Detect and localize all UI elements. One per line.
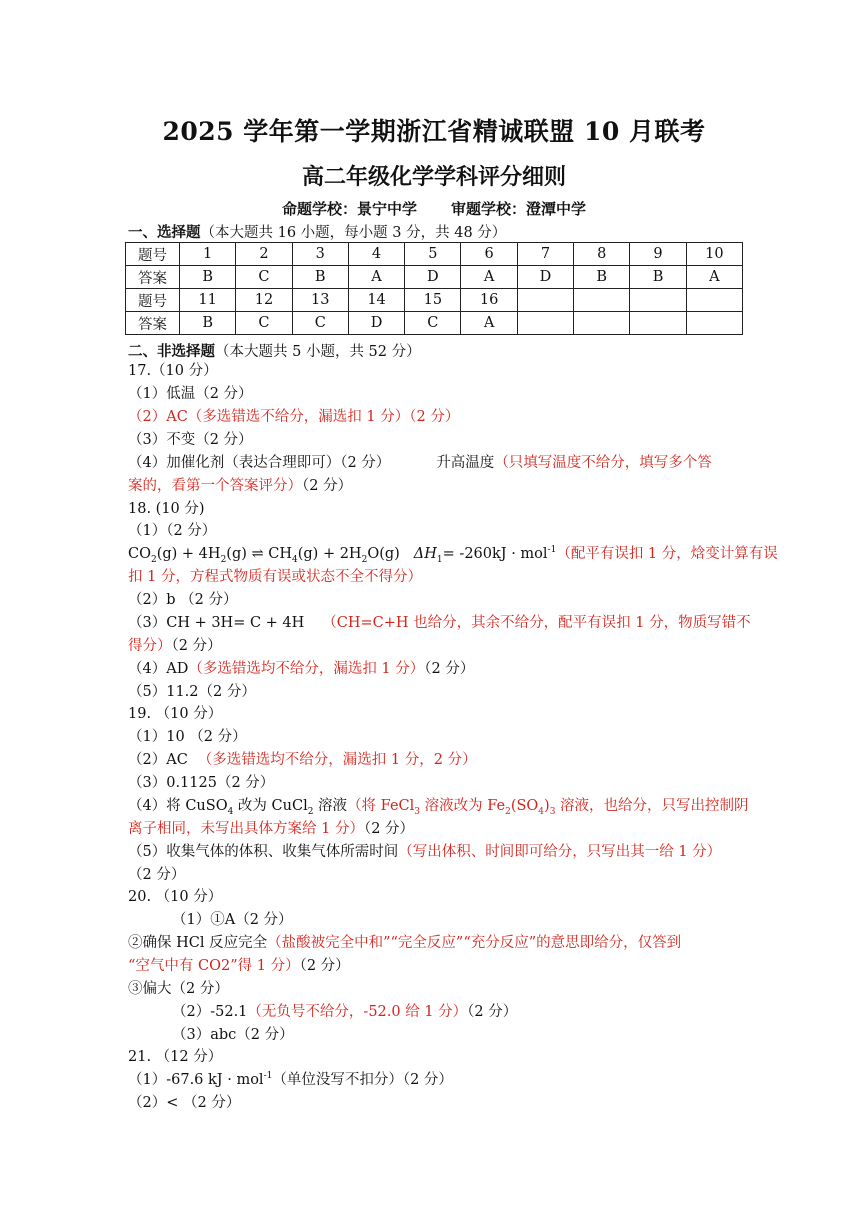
section-1-heading <box>128 221 506 242</box>
q18-p3-answer: （3）CH + 3H= C + 4H <box>128 615 305 631</box>
answer-cell: C <box>292 312 348 335</box>
eq-co: CO <box>128 546 151 562</box>
q19-p5-answer: （5）收集气体的体积、收集气体所需时间 <box>128 844 399 860</box>
q18-heading: 18. (10 分) <box>128 501 205 517</box>
question-number: 3 <box>292 243 348 266</box>
sub-3: 3 <box>549 806 556 817</box>
table-row <box>126 312 743 335</box>
q18-p4-note: （多选错选均不给分，漏选扣 1 分） <box>188 661 425 677</box>
sub-3: 3 <box>414 806 420 817</box>
answer-cell: D <box>517 266 573 289</box>
answer-cell: A <box>348 266 404 289</box>
q19-p4-note-cont: 离子相同，未写出具体方案给 1 分） <box>128 821 364 837</box>
answer-cell: B <box>180 266 236 289</box>
empty-cell <box>517 312 573 335</box>
q20-p2-score: （2 分） <box>299 958 350 974</box>
row-label: 答案 <box>126 312 180 335</box>
eq-o: O(g) <box>367 546 400 562</box>
q20-part-3: （3）abc（2 分） <box>172 1027 294 1043</box>
q18-part-1: （1）（2 分） <box>128 523 217 539</box>
q19-part-5 <box>128 842 743 862</box>
q17-p4-answer-2: 升高温度 <box>436 455 495 471</box>
q18-part-3 <box>128 613 751 633</box>
answer-cell: B <box>574 266 630 289</box>
question-number: 13 <box>292 289 348 312</box>
q19-p4-answer-a: （4）将 CuSO <box>128 798 228 814</box>
q21-part-2: （2）< （2 分） <box>128 1095 241 1111</box>
q19-heading: 19. （10 分） <box>128 706 223 722</box>
question-number: 8 <box>574 243 630 266</box>
question-number: 15 <box>405 289 461 312</box>
sub-4: 4 <box>538 806 545 817</box>
q18-p3-score: （2 分） <box>171 638 222 654</box>
answer-cell: B <box>630 266 686 289</box>
page-title: 2025 学年第一学期浙江省精诚联盟 10 月联考 <box>162 117 706 146</box>
q20-heading: 20. （10 分） <box>128 889 223 905</box>
q17-part-2: （2）AC（多选错选不给分，漏选扣 1 分）（2 分） <box>128 409 460 425</box>
question-number: 1 <box>180 243 236 266</box>
q19-p5-note: （写出体积、时间即可给分，只写出其一给 1 分） <box>398 844 722 860</box>
enthalpy-symbol: ΔH <box>413 546 437 562</box>
q20-p2-note: （盐酸被完全中和”“完全反应”“充分反应”的意思即给分，仅答到 <box>267 935 682 951</box>
q19-p4-note <box>347 798 749 817</box>
q17-part-3: （3）不变（2 分） <box>128 432 253 448</box>
question-number: 9 <box>630 243 686 266</box>
row-label: 题号 <box>126 243 180 266</box>
question-number: 5 <box>405 243 461 266</box>
empty-cell <box>630 312 686 335</box>
empty-cell <box>686 312 742 335</box>
q20-part-1: （1）①A（2 分） <box>172 912 293 928</box>
section-1-note: （本大题共 16 小题，每小题 3 分，共 48 分） <box>200 225 507 241</box>
note-rest: 溶液，也给分，只写出控制阴 <box>555 798 749 814</box>
note-fe: 溶液改为 Fe <box>420 798 506 814</box>
q20-part-1-2-cont <box>128 956 743 976</box>
q18-p1-note: （配平有误扣 1 分，焓变计算有误 <box>556 546 778 562</box>
q19-part-2 <box>128 750 743 770</box>
q20-part-1-3: ③偏大（2 分） <box>128 981 229 997</box>
question-number: 16 <box>461 289 517 312</box>
answer-cell: D <box>405 266 461 289</box>
q20-p4-score: （2 分） <box>467 1004 518 1020</box>
sub-4: 4 <box>227 806 234 817</box>
empty-cell <box>517 289 573 312</box>
eq-sub-2: 2 <box>361 554 368 565</box>
question-number: 2 <box>236 243 292 266</box>
q20-part-2 <box>172 1002 787 1022</box>
answer-cell: C <box>236 312 292 335</box>
q18-p1-note-cont: 扣 1 分，方程式物质有误或状态不全不得分） <box>128 569 422 585</box>
q21-p1-note: （单位没写不扣分）（2 分） <box>272 1072 453 1088</box>
enthalpy-value: = -260kJ · mol <box>442 546 548 562</box>
q20-p2-answer: ②确保 HCl 反应完全 <box>128 935 268 951</box>
question-number: 14 <box>348 289 404 312</box>
table-row <box>126 289 743 312</box>
q20-p4-answer: （2）-52.1 <box>172 1004 248 1020</box>
q19-p5-score: （2 分） <box>128 867 186 883</box>
eq-h2: (g) + 4H <box>156 546 221 562</box>
school-info <box>0 198 868 219</box>
q18-part-3-cont <box>128 636 743 656</box>
q17-p4-score: （2 分） <box>302 478 353 494</box>
question-number: 11 <box>180 289 236 312</box>
section-1-title: 一、选择题 <box>128 224 201 241</box>
q19-part-4-cont <box>128 819 743 839</box>
eq-sub-2: 2 <box>220 554 227 565</box>
section-2-note: （本大题共 5 小题，共 52 分） <box>215 344 421 360</box>
empty-cell <box>630 289 686 312</box>
eq-sub-4: 4 <box>292 554 298 565</box>
note-so: (SO <box>510 798 539 814</box>
q18-part-2: （2）b （2 分） <box>128 592 238 608</box>
q18-p3-note: （CH=C+H 也给分，其余不给分，配平有误扣 1 分，物质写错不 <box>322 615 751 631</box>
page-subtitle: 高二年级化学学科评分细则 <box>301 164 566 190</box>
table-row <box>126 266 743 289</box>
q19-p2-answer: （2）AC <box>128 752 188 768</box>
q18-p3-note-cont: 得分） <box>128 638 172 654</box>
section-2-title: 二、非选择题 <box>128 343 215 360</box>
empty-cell <box>686 289 742 312</box>
q18-part-5: （5）11.2（2 分） <box>128 684 256 700</box>
empty-cell <box>574 289 630 312</box>
q19-p2-note: （多选错选均不给分，漏选扣 1 分，2 分） <box>197 752 477 768</box>
q18-part-4 <box>128 659 743 679</box>
answer-cell: D <box>348 312 404 335</box>
q19-p4-answer-b: 改为 CuCl <box>233 798 308 814</box>
sub-2: 2 <box>307 806 314 817</box>
q17-p4-answer-1: （4）加催化剂（表达合理即可）（2 分） <box>128 455 391 471</box>
empty-cell <box>574 312 630 335</box>
question-number: 7 <box>517 243 573 266</box>
sub-2: 2 <box>505 806 511 817</box>
q21-part-1 <box>128 1070 743 1090</box>
q18-p4-score: （2 分） <box>424 661 475 677</box>
reviewing-school: 审题学校：澄潭中学 <box>451 200 587 218</box>
row-label: 答案 <box>126 266 180 289</box>
q20-part-1-2 <box>128 933 743 953</box>
eq-sub-2: 2 <box>150 554 157 565</box>
row-label: 题号 <box>126 289 180 312</box>
q18-p4-answer: （4）AD <box>128 661 189 677</box>
question-number: 4 <box>348 243 404 266</box>
q17-heading: 17.（10 分） <box>128 363 218 379</box>
question-number: 12 <box>236 289 292 312</box>
answer-table <box>125 242 743 335</box>
section-2-heading <box>128 340 421 361</box>
question-number: 10 <box>686 243 742 266</box>
q20-p2-note-cont: “空气中有 CO2”得 1 分） <box>128 958 300 974</box>
eq-ch4: (g) ⇌ CH <box>226 546 292 562</box>
answer-cell: C <box>236 266 292 289</box>
q17-p4-note-cont: 案的，看第一个答案评分） <box>128 478 302 494</box>
note-paren: ) <box>544 798 550 814</box>
q21-p1-answer: （1）-67.6 kJ · mol <box>128 1072 264 1088</box>
q19-part-4 <box>128 796 749 817</box>
q19-part-1: （1）10 （2 分） <box>128 729 247 745</box>
answer-cell: A <box>686 266 742 289</box>
q17-part-4 <box>128 453 743 473</box>
question-number: 6 <box>461 243 517 266</box>
eq-exponent: -1 <box>547 545 557 556</box>
q17-p4-note: （只填写温度不给分，填写多个答 <box>494 455 712 471</box>
proposing-school: 命题学校：景宁中学 <box>281 200 417 218</box>
eq-h2o: (g) + 2H <box>297 546 362 562</box>
eq-sub-1: 1 <box>436 554 443 565</box>
answer-cell: C <box>405 312 461 335</box>
q17-part-1: （1）低温（2 分） <box>128 386 253 402</box>
q19-p4-score: （2 分） <box>363 821 415 837</box>
q19-part-3: （3）0.1125（2 分） <box>128 775 275 791</box>
q20-p4-note: （无负号不给分，-52.0 给 1 分） <box>247 1004 468 1020</box>
q21-heading: 21. （12 分） <box>128 1049 223 1065</box>
answer-cell: A <box>461 266 517 289</box>
q17-part-4-cont <box>128 476 743 496</box>
q21-exponent: -1 <box>263 1071 273 1082</box>
answer-cell: B <box>180 312 236 335</box>
note-fecl: （将 FeCl <box>347 798 415 814</box>
table-row <box>126 243 743 266</box>
q18-equation <box>128 544 778 565</box>
answer-cell: B <box>292 266 348 289</box>
q19-p4-answer-c: 溶液 <box>313 798 348 814</box>
answer-cell: A <box>461 312 517 335</box>
